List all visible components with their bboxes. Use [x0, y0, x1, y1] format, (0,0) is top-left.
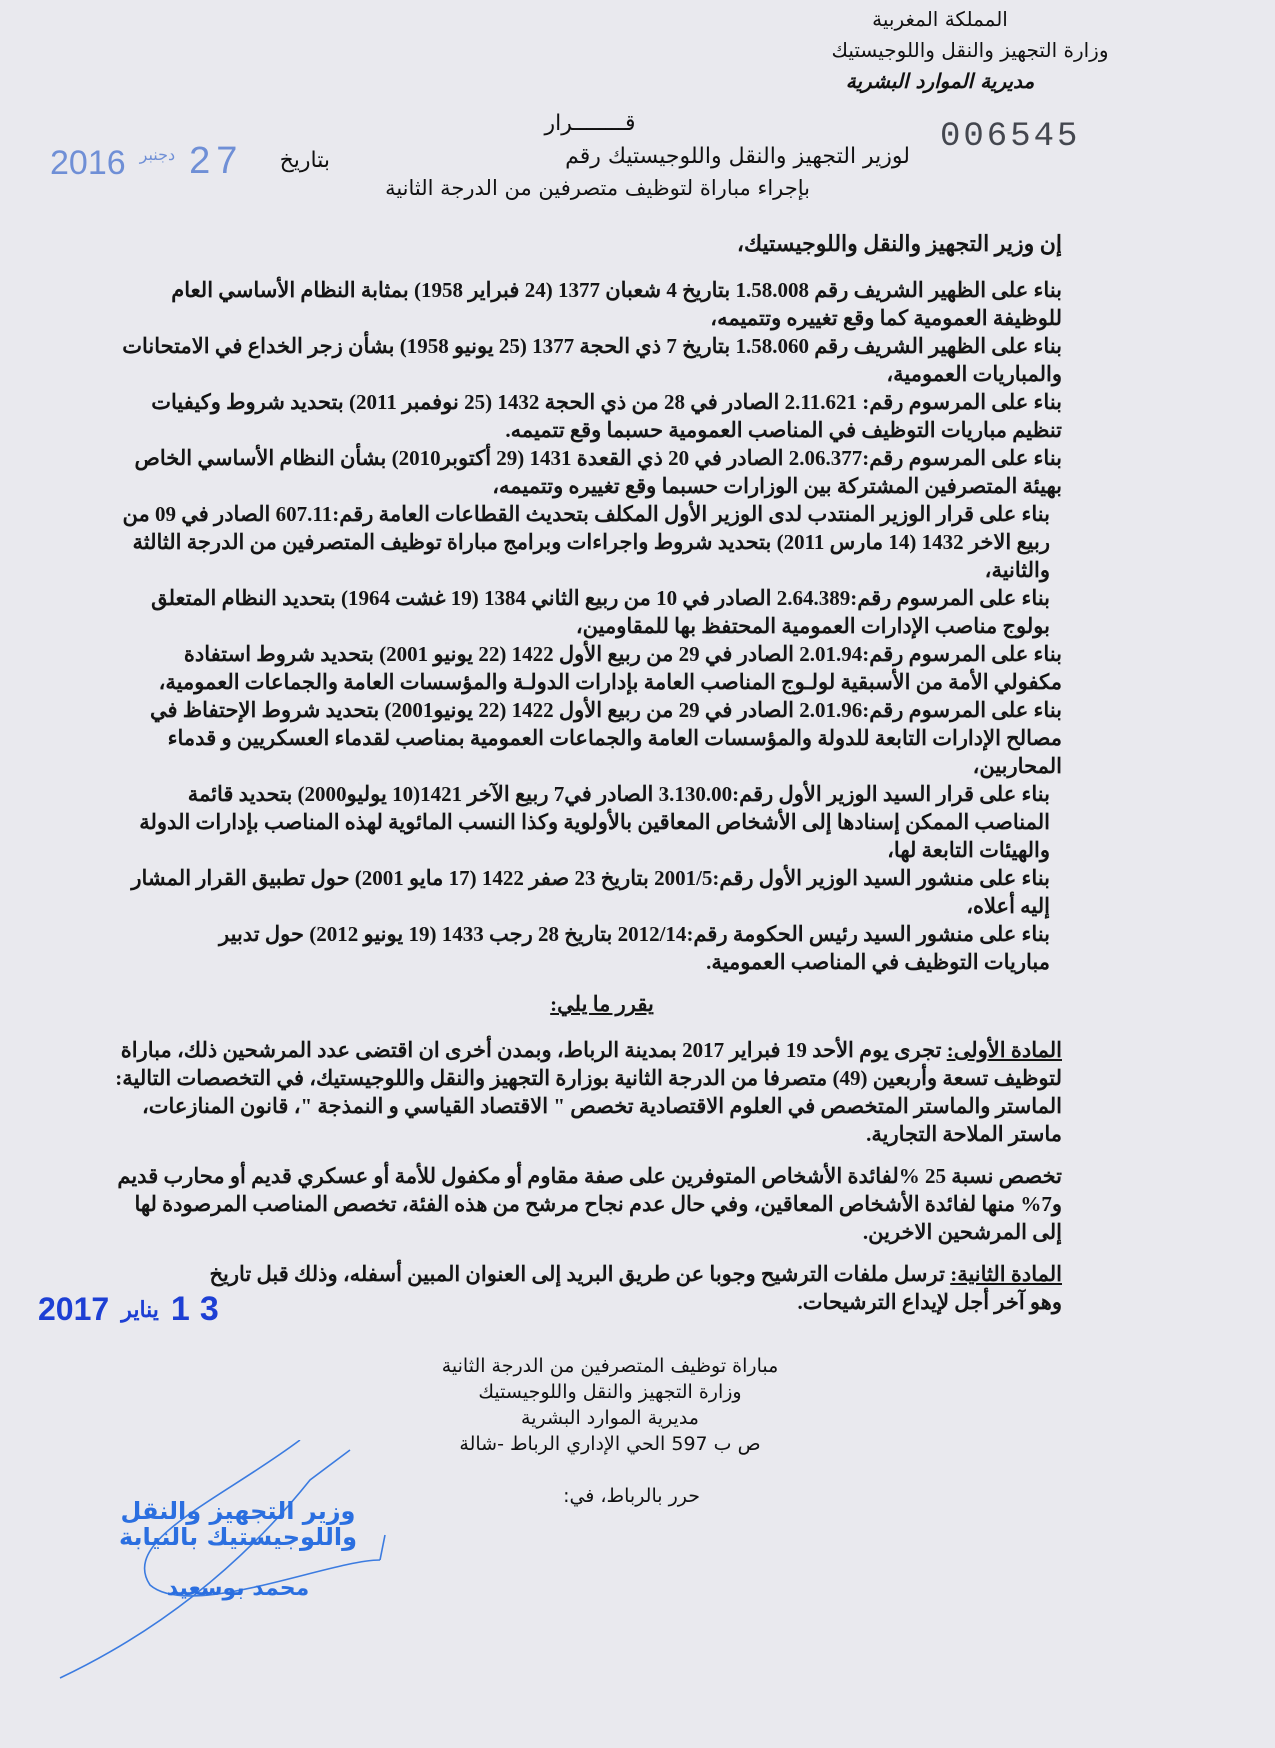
- address-block: [410, 1353, 810, 1457]
- date-label: بتاريخ: [279, 148, 330, 173]
- recital: بناء على قرار السيد الوزير الأول رقم:3.130.00 الصادر في7 ربيع الآخر 1421(10 يوليو2000) بتحديد قائمة المناصب الممكن إسنادها إلى الأشخاص المعاقين بالأولوية وكذا النسب المائوية لهذه المناصب بإدارات الدولة والهيئات التابعة لها،: [139, 782, 1050, 862]
- recital: بناء على المرسوم رقم: 2.11.621 الصادر في 28 من ذي الحجة 1432 (25 نوفمبر 2011) بتحديد شروط وكيفيات تنظيم مباريات التوظيف في المناصب العمومية حسبما وقع تتميمه.: [151, 390, 1062, 442]
- subject-line: بإجراء مباراة لتوظيف متصرفين من الدرجة الثانية: [385, 176, 810, 200]
- recitals-list: [112, 276, 1062, 976]
- address-line: ص ب 597 الحي الإداري الرباط -شالة: [459, 1433, 761, 1455]
- ministry-name: وزارة التجهيز والنقل واللوجيستيك: [831, 38, 1109, 62]
- kingdom-name: المملكة المغربية: [872, 7, 1008, 31]
- signatory-name: محمد بوسعيد: [166, 1576, 310, 1601]
- article-1-text: تجرى يوم الأحد 19 فبراير 2017 بمدينة الرباط، وبمدن أخرى ان اقتضى عدد المرشحين ذلك، مباراة لتوظيف تسعة وأربعين (49) متصرفا من الدرجة الثانية بوزارة التجهيز والنقل واللوجيستيك، في التخصصات التالية: الماستر والماستر المتخصص في العلوم الاقتصادية تخصص " الاقتصاد القياسي و النمذجة "، قانون المنازعات، ماستر الملاحة التجارية.: [115, 1038, 1062, 1146]
- recital: بناء على الظهير الشريف رقم 1.58.060 بتاريخ 7 ذي الحجة 1377 (25 يونيو 1958) بشأن زجر الخداع في الامتحانات والمباريات العمومية،: [122, 334, 1062, 386]
- deadline-stamp-year: 2017: [38, 1291, 110, 1327]
- signature-stamp: [118, 1498, 358, 1602]
- place-date-line: حرر بالرباط، في:: [563, 1485, 700, 1507]
- serial-number: 006545: [940, 118, 1081, 156]
- address-line: مباراة توظيف المتصرفين من الدرجة الثانية: [441, 1355, 779, 1377]
- directorate-name: مديرية الموارد البشرية: [845, 69, 1035, 93]
- date-stamp-year: 2016: [50, 144, 126, 182]
- recital: بناء على قرار الوزير المنتدب لدى الوزير الأول المكلف بتحديث القطاعات العامة رقم:607.11 الصادر في 09 من ربيع الاخر 1432 (14 مارس 2011) بتحديد شروط واجراءات وبرامج مباراة توظيف المتصرفين من الدرجة الثالثة والثانية،: [122, 502, 1050, 582]
- decides-heading: يقرر ما يلي:: [550, 992, 654, 1016]
- deadline-stamp-day: 13: [170, 1290, 229, 1328]
- opening-line: إن وزير التجهيز والنقل واللوجيستيك،: [736, 231, 1062, 256]
- address-line: وزارة التجهيز والنقل واللوجيستيك: [478, 1381, 742, 1403]
- article-2-text: ترسل ملفات الترشيح وجوبا عن طريق البريد إلى العنوان المبين أسفله، وذلك قبل تاريخ: [209, 1262, 945, 1286]
- signature-title-2: واللوجيستيك بالنيابة: [118, 1523, 358, 1551]
- decision-label: قــــــــرار: [544, 111, 636, 136]
- minister-line: لوزير التجهيز والنقل واللوجيستيك رقم: [565, 144, 910, 169]
- letterhead: [790, 4, 1150, 97]
- address-line: مديرية الموارد البشرية: [521, 1407, 699, 1429]
- deadline-stamp-month: يناير: [121, 1296, 159, 1322]
- document-body: [112, 230, 1062, 1316]
- recital: بناء على المرسوم رقم:2.64.389 الصادر في 10 من ربيع الثاني 1384 (19 غشت 1964) بتحديد النظام المتعلق بولوج مناصب الإدارات العمومية المحتفظ بها للمقاومين،: [151, 586, 1050, 638]
- recital: بناء على المرسوم رقم:2.06.377 الصادر في 20 ذي القعدة 1431 (29 أكتوبر2010) بشأن النظام الأساسي الخاص بهيئة المتصرفين المشتركة بين الوزارات حسبما وقع تغييره وتتميمه،: [134, 446, 1062, 498]
- recital: بناء على المرسوم رقم:2.01.94 الصادر في 29 من ربيع الأول 1422 (22 يونيو 2001) بتحديد شروط استفادة مكفولي الأمة من الأسبقية لولـوج المناصب العامة بإدارات الدولـة والمؤسسات العامة والجماعات العمومية،: [158, 642, 1062, 694]
- date-stamp-day: 27: [189, 140, 244, 182]
- article-1-quota: تخصص نسبة 25 %لفائدة الأشخاص المتوفرين على صفة مقاوم أو مكفول للأمة أو عسكري قديم أو محارب قديم و7% منها لفائدة الأشخاص المعاقين، وفي حال عدم نجاح مرشح من هذه الفئة، تخصص المناصب المرصودة لها إلى المرشحين الاخرين.: [117, 1164, 1062, 1244]
- article-2: [112, 1260, 1062, 1316]
- date-stamp-month: دجنبر: [139, 147, 176, 164]
- recital: بناء على منشور السيد الوزير الأول رقم:2001/5 بتاريخ 23 صفر 1422 (17 مايو 2001) حول تطبيق القرار المشار إليه أعلاه،: [131, 866, 1050, 918]
- recital: بناء على الظهير الشريف رقم 1.58.008 بتاريخ 4 شعبان 1377 (24 فبراير 1958) بمثابة النظام الأساسي العام للوظيفة العمومية كما وقع تغييره وتتميمه،: [171, 278, 1062, 330]
- date-stamp: [50, 140, 244, 183]
- recital: بناء على منشور السيد رئيس الحكومة رقم:2012/14 بتاريخ 28 رجب 1433 (19 يونيو 2012) حول تدبير مباريات التوظيف في المناصب العمومية.: [219, 922, 1050, 974]
- article-1-label: المادة الأولى:: [946, 1038, 1062, 1062]
- signature-title-1: وزير التجهيز والنقل: [120, 1497, 356, 1525]
- recital: بناء على المرسوم رقم:2.01.96 الصادر في 29 من ربيع الأول 1422 (22 يونيو2001) بتحديد شروط الإحتفاظ في مصالح الإدارات التابعة للدولة والمؤسسات العامة والجماعات العمومية بمناصب لقدماء العسكريين و قدماء المحاربين،: [149, 698, 1062, 778]
- article-2-text-cont: وهو آخر أجل لإيداع الترشيحات.: [797, 1290, 1062, 1314]
- signature-stroke: [380, 1535, 385, 1560]
- deadline-stamp: [38, 1290, 238, 1329]
- article-1: [112, 1036, 1062, 1148]
- article-2-label: المادة الثانية:: [950, 1262, 1062, 1286]
